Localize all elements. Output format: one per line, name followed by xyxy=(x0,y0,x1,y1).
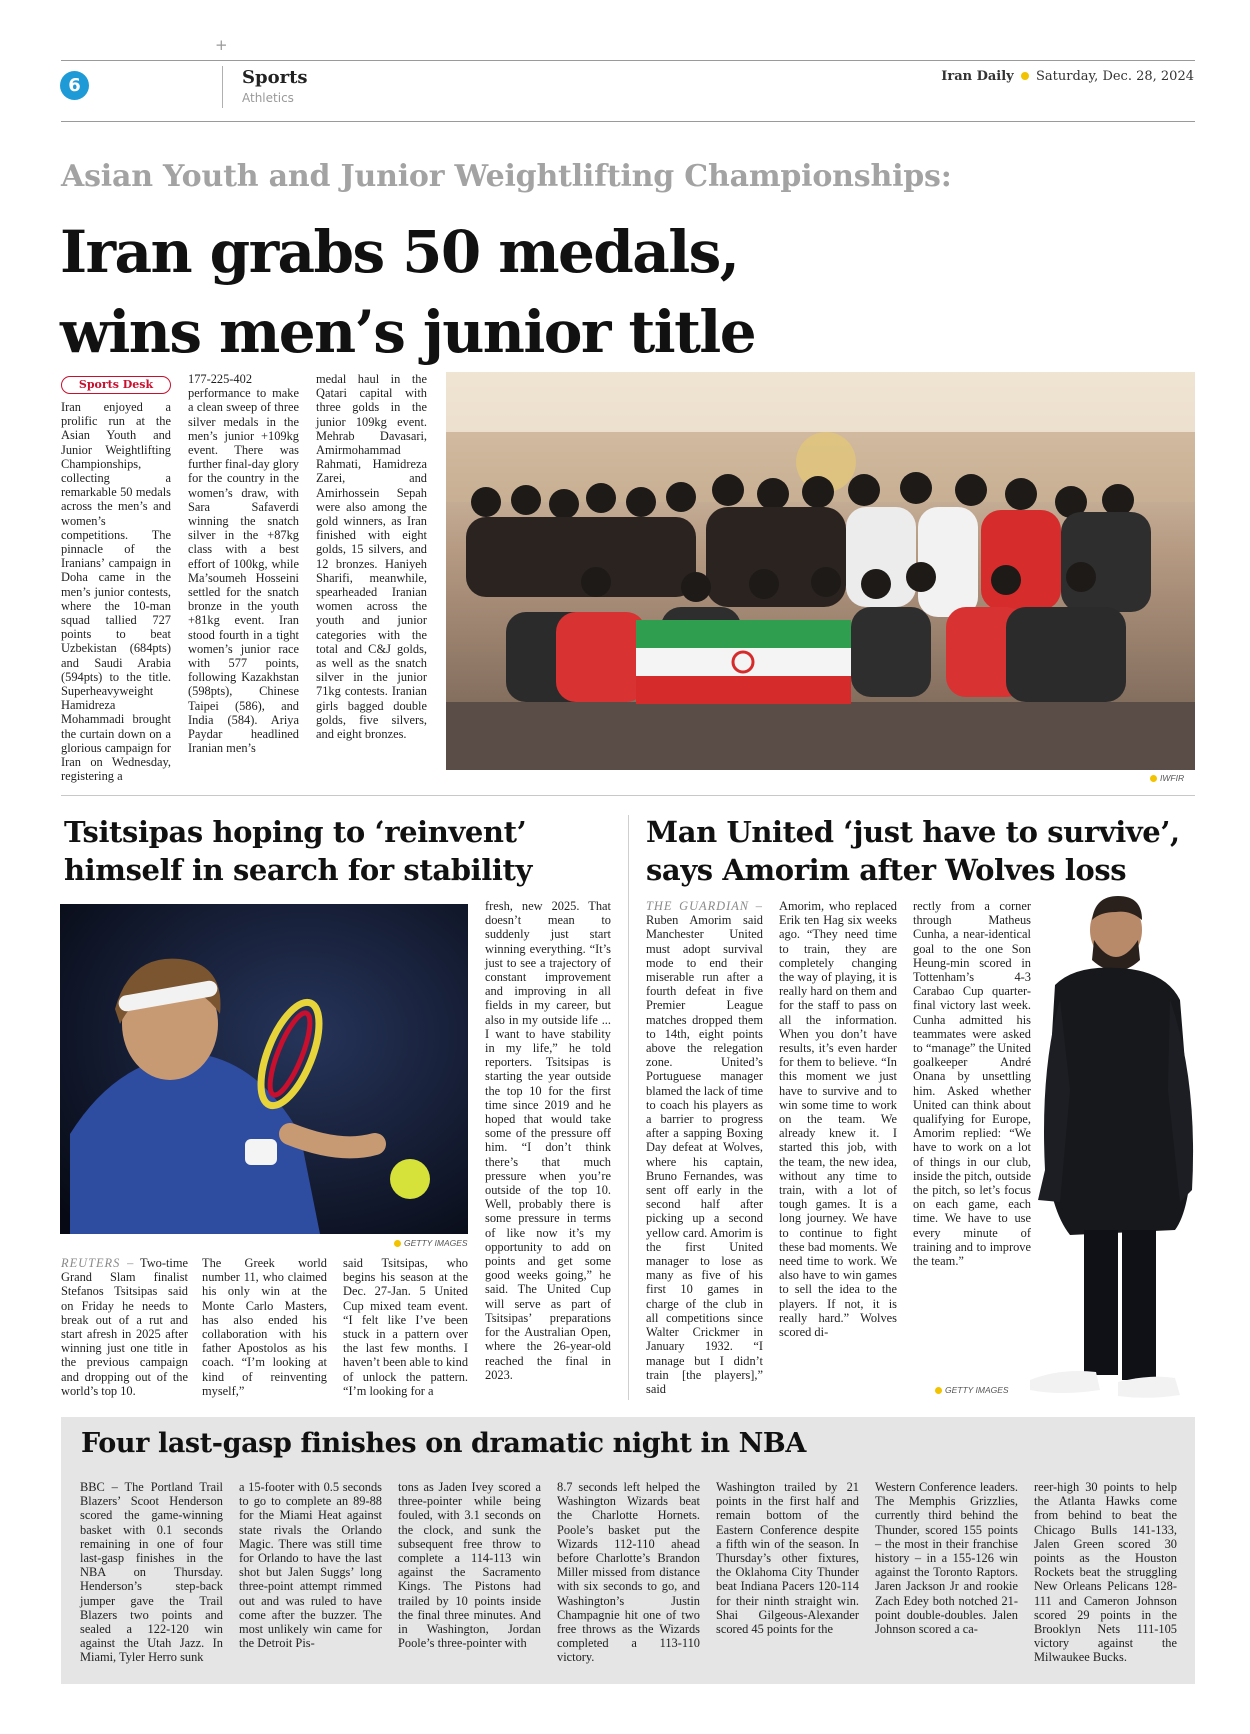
nba-column-1: BBC – The Portland Trail Blazers’ Scoot Henderson scored the game-winning basket with 0.1 seconds remaining in one of four last-gasp finishes in the NBA on Thursday. Henderson’s step-back jumper gave the Trail Blazers two points and sealed a 122-120 win against the Utah Jazz. In Miami, Tyler Herro sunk xyxy=(80,1480,223,1665)
amorim-photo-credit: GETTY IMAGES xyxy=(935,1385,1009,1395)
header-divider xyxy=(222,66,223,108)
tsitsipas-column-4: fresh, new 2025. That doesn’t mean to suddenly just start winning everything. “It’s just to see a trajectory of constant improvement and improving in all fields in my career, but also in my outside life ... I want to have stability in my life,” he told reporters. Tsitsipas is starting the year outside the top 10 for the first time since 2019 and he hoped that would take some of the pressure off him. “I don’t think there’s that much pressure when you’re outside of the top 10. Well, probably there is some pressure in terms of like now it’s my opportunity to add on points and get some good weeks going,” he said. The United Cup will serve as part of Tsitsipas’ preparations for the Australian Open, where the 26-year-old reached the final in 2023. xyxy=(485,899,611,1382)
lead-headline xyxy=(60,212,755,372)
nba-headline: Four last-gasp finishes on dramatic night in NBA xyxy=(81,1428,806,1459)
header-top-rule xyxy=(61,60,1195,61)
nba-column-2: a 15-footer with 0.5 seconds to go to complete an 89-88 for the Miami Heat against state rivals the Orlando Magic. There was still time for Orlando to have the last shot but Jalen Suggs’ long three-point attempt rimmed out and was ruled to have come after the buzzer. The most unlikely win came for the Detroit Pis- xyxy=(239,1480,382,1651)
tsitsipas-photo-credit: GETTY IMAGES xyxy=(394,1238,468,1248)
tsitsipas-kicker: REUTERS – xyxy=(61,1256,135,1270)
lead-overline: Asian Youth and Junior Weightlifting Championships: xyxy=(61,159,952,194)
amorim-illustration xyxy=(1000,890,1205,1410)
tsitsipas-column-3: said Tsitsipas, who begins his season at the Dec. 27-Jan. 5 United Cup mixed team event. “I felt like I’ve been stuck in a pattern over the last few months. I haven’t been able to kind of unlock the pattern. “I’m looking for a xyxy=(343,1256,469,1398)
tsitsipas-column-2: The Greek world number 11, who claimed his only win at the Monte Carlo Masters, has also ended his collaboration with his father Apostolos as his coach. “I’m looking at kind of reinventing myself,” xyxy=(202,1256,327,1398)
amorim-column-2: Amorim, who replaced Erik ten Hag six weeks ago. “They need time to train, they are completely changing the way of playing, it is really hard on them and for the staff to pass on all the information. When you don’t have results, it’s even harder for them to believe. “In this moment we just have to survive and to win some time to work on the team. We already knew it. I started this job, with the team, the new idea, without any time to train, with a lot of tough games. It is a long journey. We have to continue to fight these bad moments. We need time to work. We also have to win games to sell the idea to the players. If not, it is really hard.” Wolves scored di- xyxy=(779,899,897,1340)
byline-tag: Sports Desk xyxy=(61,376,171,394)
team-photo-credit: IWFIR xyxy=(1150,773,1184,783)
page-number-badge: 6 xyxy=(60,71,89,100)
nba-column-5: Washington trailed by 21 points in the first half and remain bottom of the Eastern Conference despite a fifth win of the season. In Thursday’s other fixtures, the Oklahoma City Thunder beat Indiana Pacers 120-114 for their ninth straight win. Shai Gilgeous-Alexander scored 45 points for the xyxy=(716,1480,859,1637)
section-title: Sports xyxy=(242,67,308,88)
masthead-dot xyxy=(1021,72,1029,80)
amorim-headline-line1: Man United ‘just have to survive’, xyxy=(646,815,1180,849)
amorim-column-3: rectly from a corner through Matheus Cunha, a near-identical goal to the one Son Heung-min scored in Tottenham’s 4-3 Carabao Cup quarter-final victory last week. Cunha admitted his teammates were asked to “manage” the United goalkeeper André Onana by unsettling him. Asked whether United can think about qualifying for Europe, Amorim replied: “We have to work on a lot of things in our club, inside the pitch, outside the pitch, so let’s focus on each game, each time. We have to use every minute of training and to improve the team.” xyxy=(913,899,1031,1269)
lead-column-3: medal haul in the Qatari capital with three golds in the junior 109kg event. Mehrab Davasari, Amirmohammad Rahmati, Hamidreza Zarei, and Amirhossein Sepah were also among the gold winners, as Iran finished with eight golds, 15 silvers, and 12 bronzes. Haniyeh Sharifi, meanwhile, spearheaded Iranian women across the youth and junior categories with the total and C&J golds, as well as the snatch silver in the junior 71kg contests. Iranian girls bagged double golds, five silvers, and eight bronzes. xyxy=(316,372,427,742)
nba-column-3: tons as Jaden Ivey scored a three-pointer while being fouled, with 3.1 seconds on the clock, and sunk the subsequent free throw to complete a 114-113 win against the Sacramento Kings. The Pistons had trailed by 10 points inside the final three minutes. And in Washington, Jordan Poole’s three-pointer with xyxy=(398,1480,541,1651)
lead-headline-line1: Iran grabs 50 medals, xyxy=(60,218,739,286)
paper-name: Iran Daily xyxy=(941,69,1014,84)
iran-flag xyxy=(636,620,851,704)
team-photo-illustration xyxy=(446,372,1195,770)
lead-column-1: Iran enjoyed a prolific run at the Asian Youth and Junior Weightlifting Championships, collecting a remarkable 50 medals across the men’s and women’s competitions. The pinnacle of the Iranians’ campaign in Doha came in the men’s junior contests, where the 10-man squad tallied 727 points to beat Uzbekistan (684pts) and Saudi Arabia (594pts) to the title. Superheavyweight Hamidreza Mohammadi brought the curtain down on a glorious campaign for Iran on Wednesday, registering a xyxy=(61,400,171,784)
subsection-title: Athletics xyxy=(242,91,294,105)
story-divider xyxy=(628,815,629,1400)
tsitsipas-headline xyxy=(64,813,624,889)
tsitsipas-headline-line2: himself in search for stability xyxy=(64,853,532,887)
nba-column-7: reer-high 30 points to help the Atlanta Hawks come from behind to beat the Chicago Bulls 141-133, Jalen Green scored 30 points as the Houston Rockets beat the struggling New Orleans Pelicans 128-111 and Cameron Johnson scored 29 points in the Brooklyn Nets 111-105 victory against the Milwaukee Bucks. xyxy=(1034,1480,1177,1665)
header-bottom-rule xyxy=(61,121,1195,122)
nba-column-4: 8.7 seconds left helped the Washington Wizards beat the Charlotte Hornets. Poole’s basket put the Wizards 112-110 ahead before Charlotte’s Brandon Miller missed from distance with six seconds to go, and Washington’s Justin Champagnie hit one of two free throws as the Wizards completed a 113-110 victory. xyxy=(557,1480,700,1665)
amorim-kicker: THE GUARDIAN – xyxy=(646,899,763,913)
lead-bottom-rule xyxy=(61,795,1195,796)
tsitsipas-headline-line1: Tsitsipas hoping to ‘reinvent’ xyxy=(64,815,527,849)
lead-headline-line2: wins men’s junior title xyxy=(60,298,755,366)
amorim-headline-line2: says Amorim after Wolves loss xyxy=(646,853,1127,887)
nba-column-6: Western Conference leaders. The Memphis Grizzlies, currently third behind the Thunder, scored 155 points – the most in their franchise history – in a 155-126 win against the Toronto Raptors. Jaren Jackson Jr and rookie Zach Edey both notched 21-point double-doubles. Jalen Johnson scored a ca- xyxy=(875,1480,1018,1637)
team-photo xyxy=(446,372,1195,770)
tsitsipas-column-1: REUTERS – Two-time Grand Slam finalist Stefanos Tsitsipas said on Friday he needs to break out of a rut and start afresh in 2025 after winning just one title in the previous campaign and dropping out of the world’s top 10. xyxy=(61,1256,189,1398)
amorim-column-1: THE GUARDIAN – Ruben Amorim said Manchester United must adopt survival mode to end their miserable run after a fourth defeat in five Premier League matches dropped them to 14th, eight points above the relegation zone. United’s Portuguese manager blamed the lack of time to coach his players as a barrier to progress after a sapping Boxing Day defeat at Wolves, where his captain, Bruno Fernandes, was sent off early in the second half after picking up a second yellow card. Amorim is the first United manager to lose as many as five of his first 10 games in charge of the club in all competitions since Walter Crickmer in January 1932. “I manage but I didn’t train [the players],” said xyxy=(646,899,764,1396)
issue-date: Saturday, Dec. 28, 2024 xyxy=(1036,69,1194,84)
tsitsipas-photo xyxy=(60,904,468,1234)
masthead xyxy=(941,69,1194,84)
tsitsipas-illustration xyxy=(60,904,468,1234)
amorim-photo xyxy=(1000,890,1205,1410)
lead-column-2: 177-225-402 performance to make a clean sweep of three silver medals in the men’s junior +109kg event. There was further final-day glory for the country in the women’s draw, with Sara Safaverdi winning the snatch silver in the +87kg class with a best effort of 100kg, while Ma’soumeh Hosseini settled for the snatch bronze in the youth +81kg event. Iran stood fourth in a tight women’s junior race with 577 points, following Kazakhstan (598pts), Chinese Taipei (586), and India (584). Ariya Paydar headlined Iranian men’s xyxy=(188,372,299,756)
amorim-headline xyxy=(646,813,1206,889)
crop-mark: + xyxy=(215,36,228,54)
